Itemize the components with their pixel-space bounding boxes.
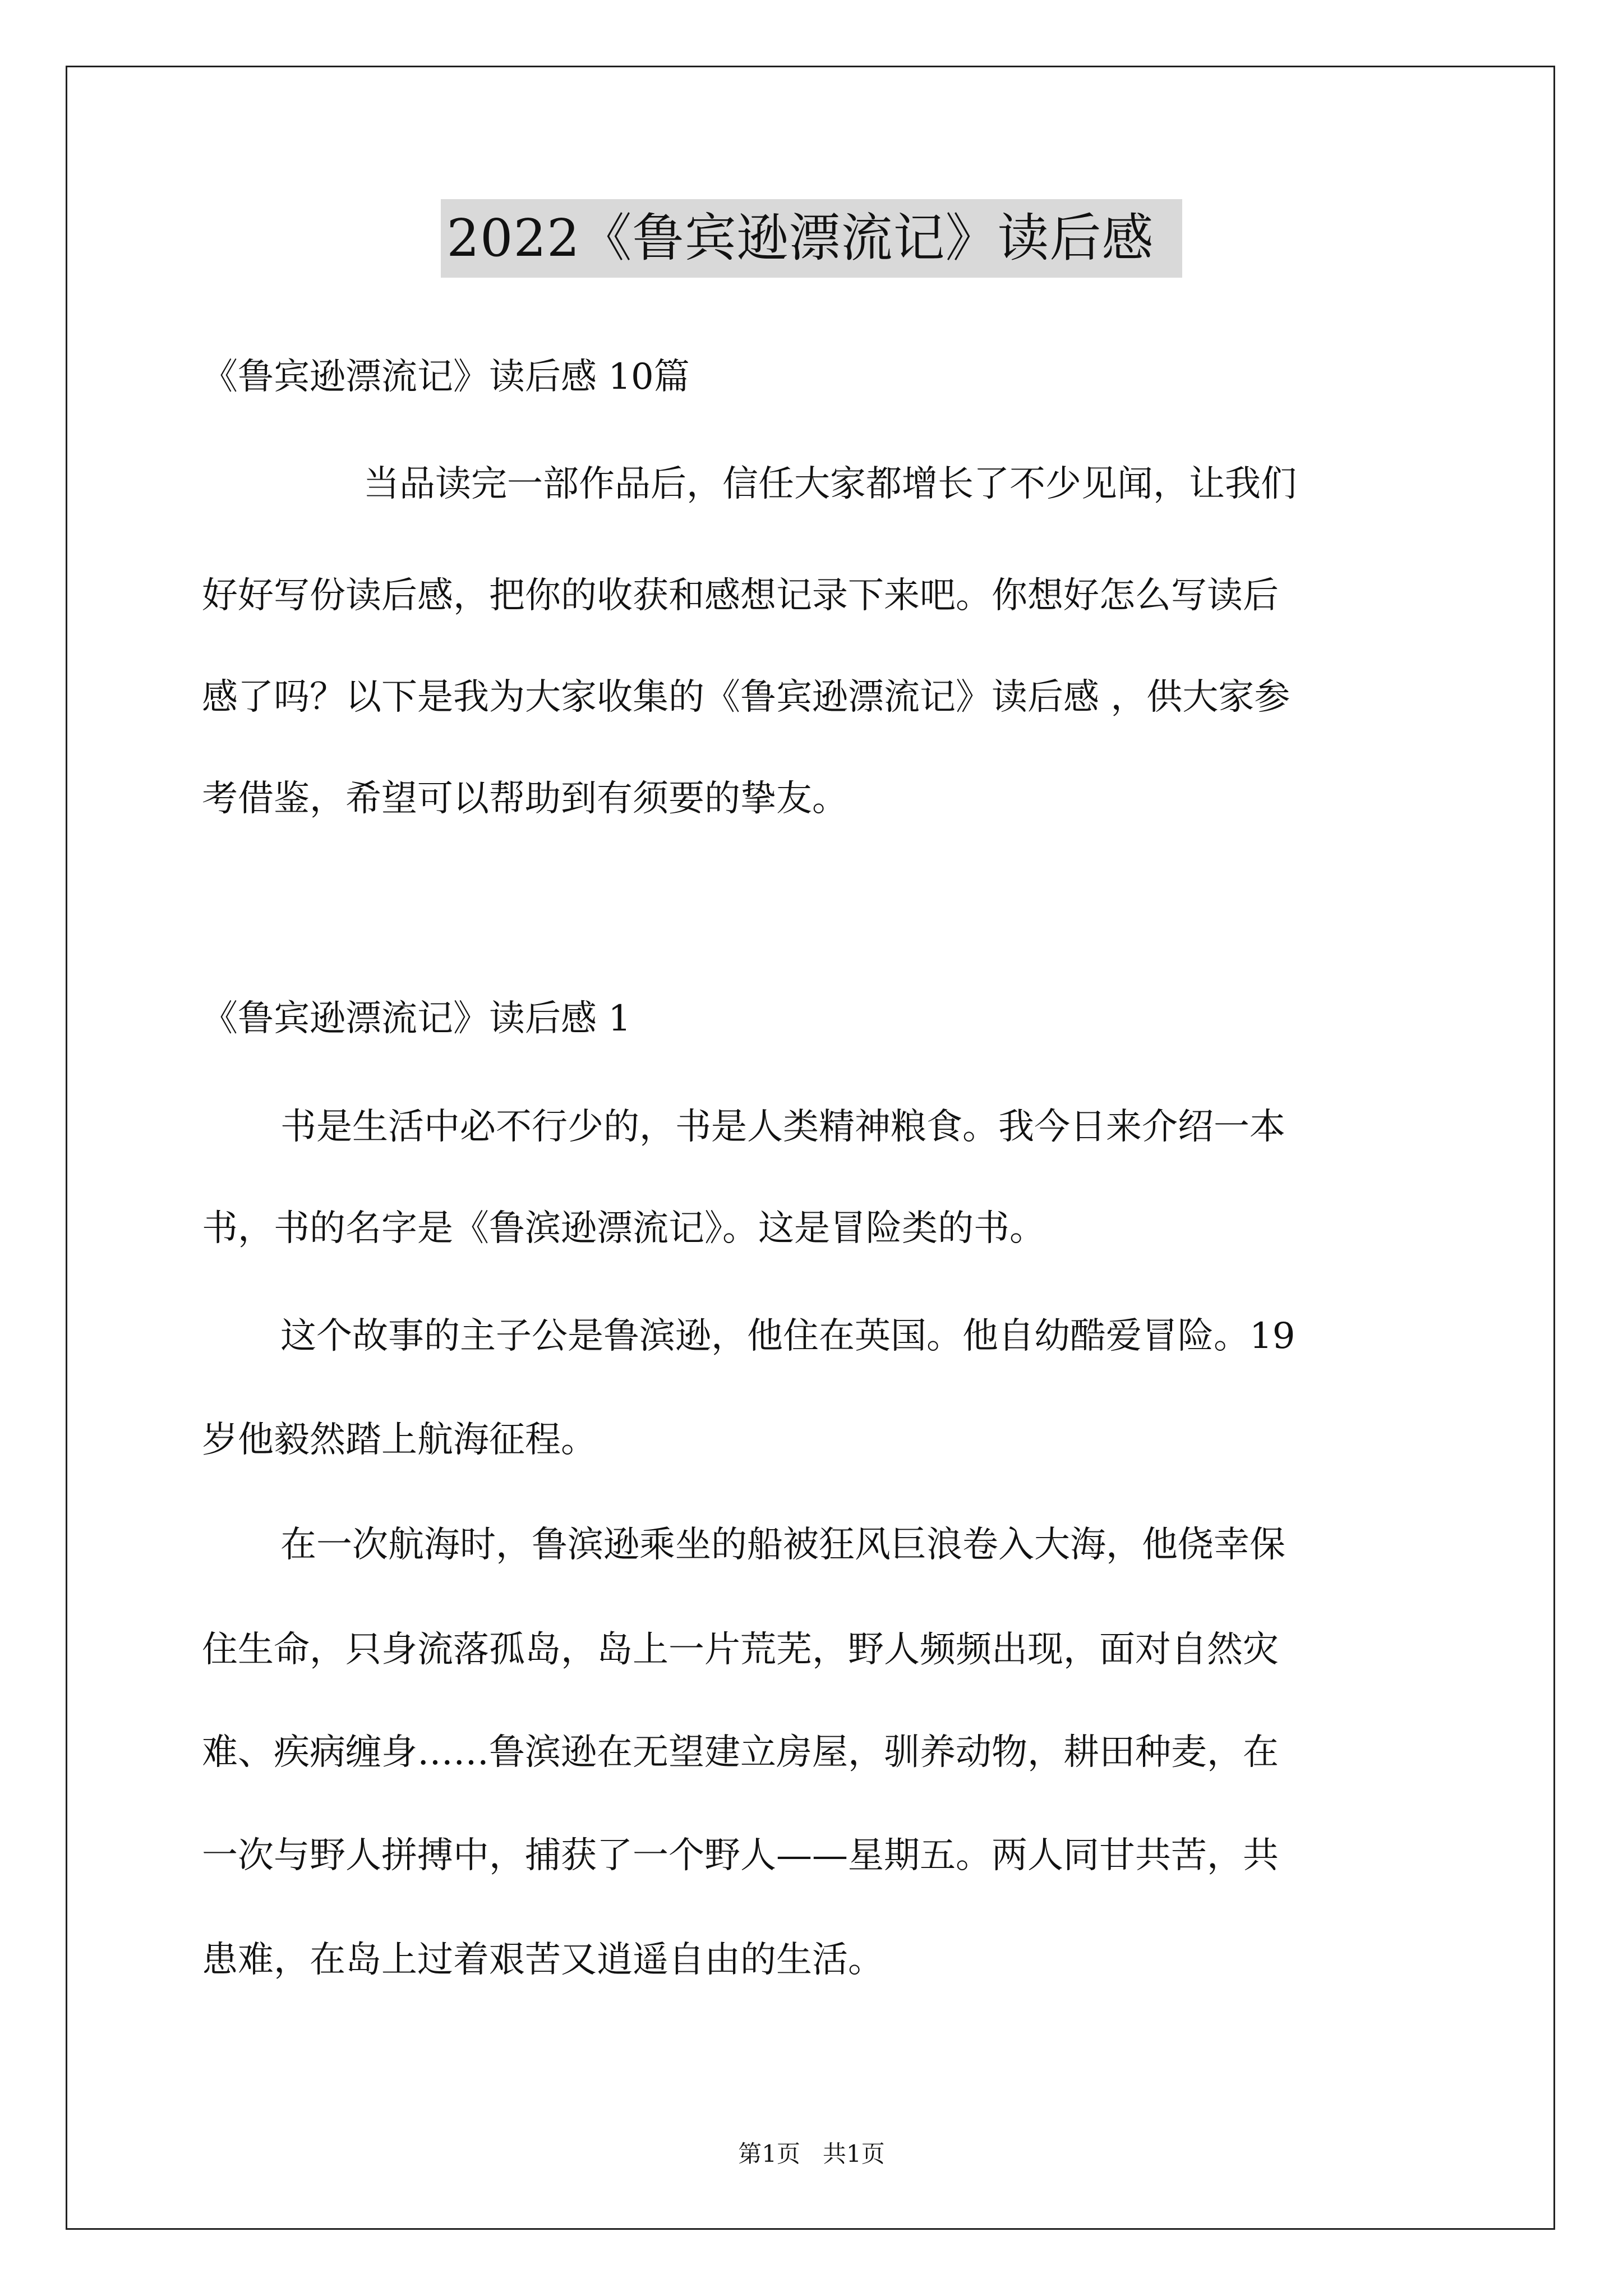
paragraph-3-line-3: 难、疾病缠身……鲁滨逊在无望建立房屋，驯养动物，耕田种麦，在 bbox=[202, 1732, 1279, 1773]
paragraph-3-line-4: 一次与野人拼搏中，捕获了一个野人——星期五。两人同甘共苦，共 bbox=[202, 1835, 1279, 1876]
page-footer: 第1页 共1页 bbox=[738, 2140, 885, 2168]
paragraph-3-line-1: 在一次航海时，鲁滨逊乘坐的船被狂风巨浪卷入大海，他侥幸保 bbox=[280, 1524, 1285, 1566]
section-heading: 《鲁宾逊漂流记》读后感 1 bbox=[202, 998, 631, 1039]
paragraph-2-line-1: 这个故事的主子公是鲁滨逊，他住在英国。他自幼酷爱冒险。19 bbox=[280, 1315, 1295, 1357]
document-title: 2022《鲁宾逊漂流记》读后感 bbox=[441, 199, 1182, 278]
intro-line-4: 考借鉴，希望可以帮助到有须要的挚友。 bbox=[202, 778, 848, 820]
paragraph-2-line-2: 岁他毅然踏上航海征程。 bbox=[202, 1419, 597, 1461]
paragraph-3-line-2: 住生命，只身流落孤岛，岛上一片荒芜，野人频频出现，面对自然灾 bbox=[202, 1629, 1279, 1671]
intro-line-3: 感了吗？以下是我为大家收集的《鲁宾逊漂流记》读后感 ，供大家参 bbox=[202, 677, 1290, 718]
paragraph-1-line-1: 书是生活中必不行少的，书是人类精神粮食。我今日来介绍一本 bbox=[280, 1106, 1285, 1148]
paragraph-3-line-5: 患难，在岛上过着艰苦又逍遥自由的生活。 bbox=[202, 1939, 884, 1981]
paragraph-1-line-2: 书，书的名字是《鲁滨逊漂流记》。这是冒险类的书。 bbox=[202, 1208, 1045, 1249]
intro-line-2: 好好写份读后感，把你的收获和感想记录下来吧。你想好怎么写读后 bbox=[202, 575, 1279, 616]
subtitle: 《鲁宾逊漂流记》读后感 10篇 bbox=[202, 356, 690, 398]
title-container bbox=[0, 199, 1623, 278]
intro-line-1: 当品读完一部作品后，信任大家都增长了不少见闻，让我们 bbox=[363, 463, 1297, 505]
